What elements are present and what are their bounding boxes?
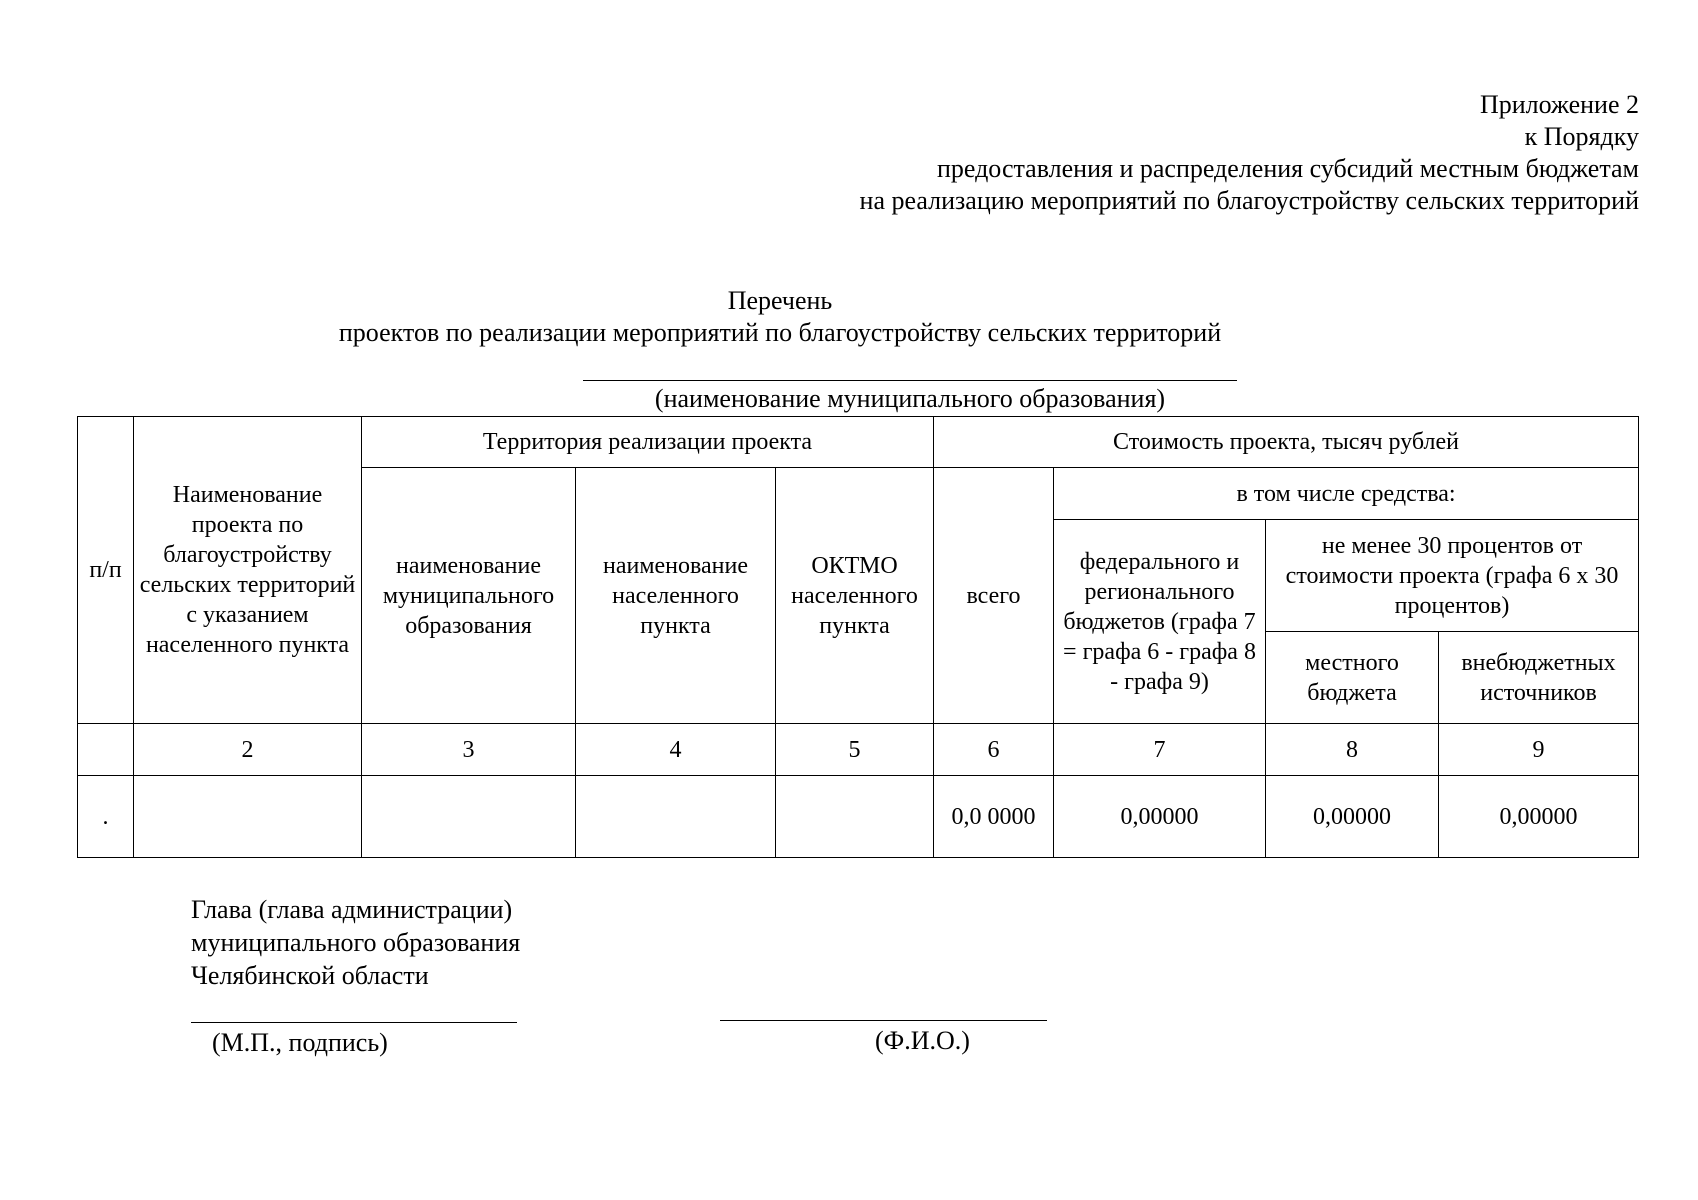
column-number: 3 [362,724,576,776]
header-territory-group: Территория реализации проекта [362,417,934,468]
column-number: 9 [1439,724,1639,776]
row-federal-regional: 0,00000 [1054,776,1266,858]
header-oktmo: ОКТМО населенного пункта [776,468,934,724]
signer-line-1: Глава (глава администрации) [191,895,513,924]
header-total: всего [934,468,1054,724]
header-cost-group: Стоимость проекта, тысяч рублей [934,417,1639,468]
appendix-line-4: на реализацию мероприятий по благоустройству сельских территорий [859,186,1639,215]
row-total: 0,0 0000 [934,776,1054,858]
header-project-name: Наименование проекта по благоустройству сельских территорий с указанием населенного пункта [134,417,362,724]
header-settlement: наименование населенного пункта [576,468,776,724]
appendix-line-2: к Порядку [1524,122,1639,151]
row-number: . [78,776,134,858]
appendix-line-1: Приложение 2 [1479,90,1639,119]
table-row [78,776,1639,858]
fio-caption: (Ф.И.О.) [875,1026,970,1055]
header-local-budget: местного бюджета [1266,632,1439,724]
column-number: 8 [1266,724,1439,776]
header-extrabudgetary: внебюджетных источников [1439,632,1639,724]
column-number: 6 [934,724,1054,776]
signature-line [191,1022,517,1023]
row-oktmo [776,776,934,858]
row-project-name [134,776,362,858]
column-number: 2 [134,724,362,776]
column-numbers-row [78,724,1639,776]
header-federal-regional: федерального и регионального бюджетов (графа 7 = графа 6 - графа 8 - графа 9) [1054,520,1266,724]
row-settlement [576,776,776,858]
projects-table [77,416,1639,858]
name-line [720,1020,1047,1021]
signer-block [191,893,520,992]
row-local-budget: 0,00000 [1266,776,1439,858]
municipality-caption: (наименование муниципального образования) [654,384,1166,413]
mp-signature-caption: (М.П., подпись) [212,1028,388,1057]
row-extrabudgetary: 0,00000 [1439,776,1639,858]
document-title [280,285,1280,349]
column-number [78,724,134,776]
column-number: 5 [776,724,934,776]
column-number: 7 [1054,724,1266,776]
title-line-1: Перечень [727,286,833,315]
row-municipality [362,776,576,858]
appendix-line-3: предоставления и распределения субсидий местным бюджетам [936,154,1639,183]
header-not-less-30: не менее 30 процентов от стоимости проекта (графа 6 х 30 процентов) [1266,520,1639,632]
column-number: 4 [576,724,776,776]
header-municipality: наименование муниципального образования [362,468,576,724]
signer-line-3: Челябинской области [191,961,429,990]
header-pp: п/п [78,417,134,724]
header-including: в том числе средства: [1054,468,1639,520]
signer-line-2: муниципального образования [191,928,521,957]
municipality-fill-line [583,380,1237,381]
title-line-2: проектов по реализации мероприятий по благоустройству сельских территорий [338,318,1222,347]
appendix-header [639,89,1639,217]
